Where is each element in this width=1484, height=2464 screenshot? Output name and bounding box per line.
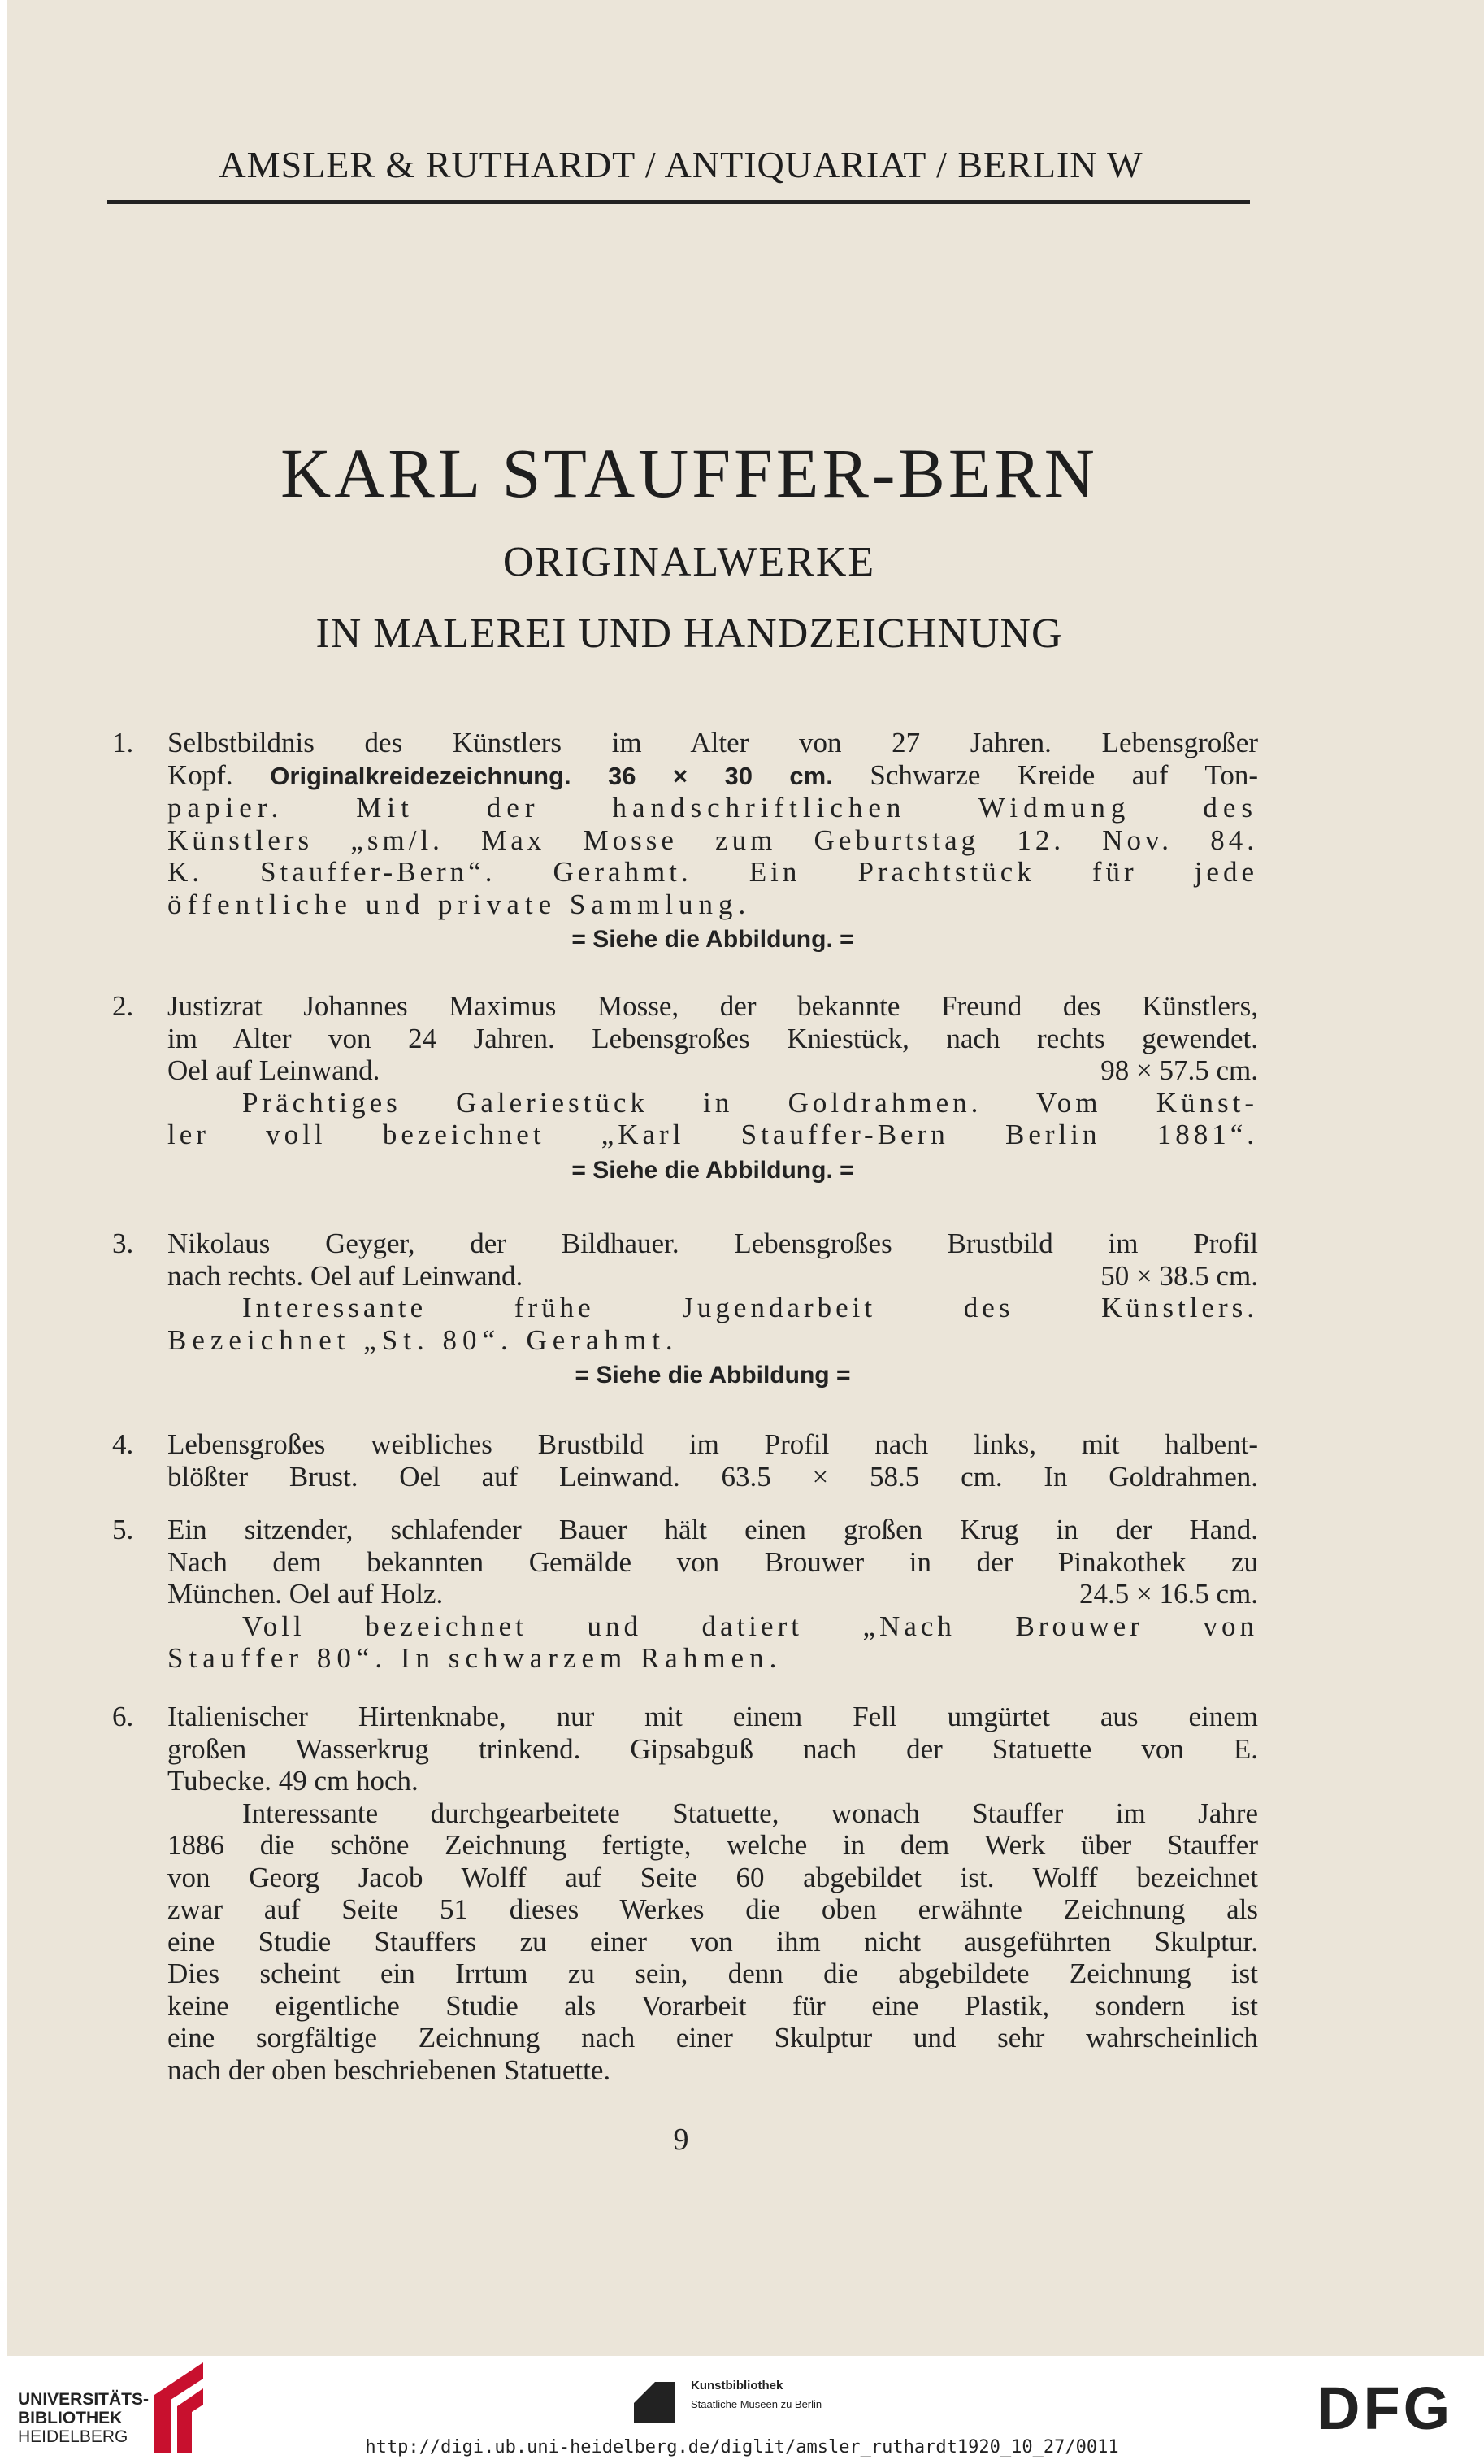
entry-line: Interessante frühe Jugendarbeit des Künstlers. <box>242 1292 1258 1323</box>
digitization-footer: UNIVERSITÄTS- BIBLIOTHEK HEIDELBERG Kunstbibliothek Staatliche Museen zu Berlin DFG http://digi.ub.uni-heidelberg.de/diglit/amsler_ruthardt1920_10_27/0011 <box>0 2356 1484 2464</box>
entry-line: eine Studie Stauffers zu einer von ihm nicht ausgeführten Skulptur. <box>167 1925 1258 1958</box>
entry-number: 1. <box>112 727 134 758</box>
entry-line: Voll bezeichnet und datiert „Nach Brouwer von <box>242 1610 1258 1642</box>
entry-line: Nikolaus Geyger, der Bildhauer. Lebensgroßes Brustbild im Profil <box>167 1228 1258 1259</box>
entry-line: Justizrat Johannes Maximus Mosse, der bekannte Freund des Künstlers, <box>167 990 1258 1022</box>
see-illustration-note: = Siehe die Abbildung = <box>575 1362 851 1388</box>
page-number: 9 <box>673 2123 689 2157</box>
entry-line: Künstlers „sm/l. Max Mosse zum Geburtstag 12. Nov. 84. <box>167 824 1258 856</box>
entry-line: Interessante durchgearbeitete Statuette, wonach Stauffer im Jahre <box>242 1797 1258 1829</box>
kunstbibliothek-logo-icon <box>634 2382 675 2423</box>
entry-line: eine sorgfältige Zeichnung nach einer Skulptur und sehr wahrscheinlich <box>167 2022 1258 2053</box>
entry-line: keine eigentliche Studie als Vorarbeit für eine Plastik, sondern ist <box>167 1989 1258 2022</box>
header-rule <box>107 200 1250 204</box>
permalink-url[interactable]: http://digi.ub.uni-heidelberg.de/diglit/amsler_ruthardt1920_10_27/0011 <box>365 2437 1119 2457</box>
entry-line: Lebensgroßes weibliches Brustbild im Profil nach links, mit halbent- <box>167 1428 1258 1460</box>
entry-line: Dies scheint ein Irrtum zu sein, denn die abgebildete Zeichnung ist <box>167 1958 1258 1989</box>
entry-line: von Georg Jacob Wolff auf Seite 60 abgebildet ist. Wolff bezeichnet <box>167 1861 1258 1893</box>
entry-number: 4. <box>112 1428 134 1460</box>
entry-line: Tubecke. 49 cm hoch. <box>167 1765 419 1797</box>
subtitle-malerei: IN MALEREI UND HANDZEICHNUNG <box>315 611 1063 657</box>
entry-line: Stauffer 80“. In schwarzem Rahmen. <box>167 1642 783 1674</box>
entry-line: Nach dem bekannten Gemälde von Brouwer in der Pinakothek zu <box>167 1545 1258 1578</box>
entry-line: großen Wasserkrug trinkend. Gipsabguß nach der Statuette von E. <box>167 1732 1258 1765</box>
medium-bold: Originalkreidezeichnung. 36 × 30 cm. <box>270 761 833 790</box>
entry-number: 6. <box>112 1701 134 1732</box>
entry-line: nach der oben beschriebenen Statuette. <box>167 2053 611 2086</box>
entry-line: ler voll bezeichnet „Karl Stauffer-Bern Berlin 1881“. <box>167 1119 1258 1150</box>
entry-line: im Alter von 24 Jahren. Lebensgroßes Kniestück, nach rechts gewendet. <box>167 1022 1258 1054</box>
page-title: KARL STAUFFER-BERN <box>280 434 1098 512</box>
entry-number: 2. <box>112 990 134 1022</box>
see-illustration-note: = Siehe die Abbildung. = <box>571 926 854 953</box>
running-header: AMSLER & RUTHARDT / ANTIQUARIAT / BERLIN W <box>219 144 1143 185</box>
entry-line: 1886 die schöne Zeichnung fertigte, welche in dem Werk über Stauffer <box>167 1829 1258 1861</box>
entry-number: 5. <box>112 1514 134 1545</box>
entry-line: blößter Brust. Oel auf Leinwand. 63.5 × 58.5 cm. In Goldrahmen. <box>167 1460 1258 1493</box>
entry-number: 3. <box>112 1228 134 1259</box>
entry-line: München. Oel auf Holz. 24.5 × 16.5 cm. <box>167 1578 1258 1610</box>
entry-line: papier. Mit der handschriftlichen Widmung des <box>167 792 1258 824</box>
dfg-logo: DFG <box>1317 2375 1454 2442</box>
see-illustration-note: = Siehe die Abbildung. = <box>571 1156 854 1184</box>
entry-line: Kopf. Originalkreidezeichnung. 36 × 30 cm. Schwarze Kreide auf Ton- <box>167 758 1259 791</box>
entry-line: Ein sitzender, schlafender Bauer hält einen großen Krug in der Hand. <box>167 1514 1258 1545</box>
entry-line: Oel auf Leinwand. 98 × 57.5 cm. <box>167 1054 1258 1086</box>
entry-line: Prächtiges Galeriestück in Goldrahmen. Vom Künst- <box>242 1086 1258 1119</box>
entry-line: Italienischer Hirtenknabe, nur mit einem Fell umgürtet aus einem <box>167 1701 1258 1732</box>
scanned-page <box>7 0 1484 2356</box>
entry-line: nach rechts. Oel auf Leinwand. 50 × 38.5 cm. <box>167 1259 1258 1292</box>
entry-line: K. Stauffer-Bern“. Gerahmt. Ein Prachtstück für jede <box>167 856 1258 888</box>
entry-line: öffentliche und private Sammlung. <box>167 888 752 920</box>
entry-line: Bezeichnet „St. 80“. Gerahmt. <box>167 1323 679 1356</box>
entry-line: zwar auf Seite 51 dieses Werkes die oben erwähnte Zeichnung als <box>167 1893 1258 1925</box>
ub-heidelberg-label: UNIVERSITÄTS- BIBLIOTHEK HEIDELBERG <box>18 2390 150 2446</box>
subtitle-originalwerke: ORIGINALWERKE <box>502 539 876 585</box>
entry-line: Selbstbildnis des Künstlers im Alter von 27 Jahren. Lebensgroßer <box>167 727 1258 758</box>
